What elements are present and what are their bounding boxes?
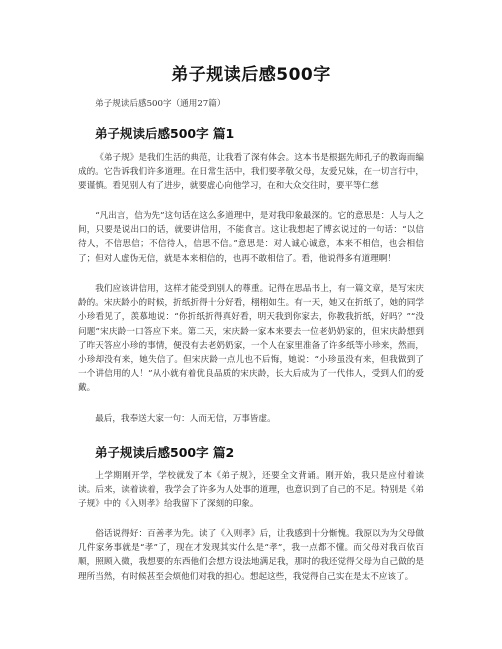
paragraph: 最后，我奉送大家一句：人而无信，万事皆虚。 — [95, 414, 276, 424]
document-title: 弟子规读后感500字 — [171, 65, 331, 85]
paragraph: 我们应该讲信用，这样才能受到别人的尊重。记得在思品书上，有一篇文章，是写宋庆龄的。宋庆龄小的时候，折纸折得十分好看，栩栩如生。有一天，她又在折纸了，她的同学小珍看见了，羡慕地说：“你折纸折得真好看，明天我到你家去，你教我折纸，好吗？”“没问题”宋庆龄一口答应下来。第二天，宋庆龄一家本来要去一位老奶奶家的，但宋庆龄想到了昨天答应小珍的事情，便没有去老奶奶家，一个人在家里准备了许多纸等小珍来，然而，小珍却没有来，她失信了。但宋庆龄一点儿也不后悔，她说：“小珍虽没有来，但我做到了一个讲信用的人！”从小就有着优良品质的宋庆龄，长大后成为了一代伟人，受到人们的爱戴。 — [78, 284, 424, 394]
paragraph: “凡出言，信为先”这句话在这么多道理中，是对我印象最深的。它的意思是：人与人之间，只要是说出口的话，就要讲信用，不能食言。这让我想起了博玄说过的一句话：“以信待人，不信思信；不信待人，信思不信。”意思是：对人诚心诚意，本来不相信，也会相信了；但对人虚伪无信，就是本来相信的，也再不敢相信了。看，他说得多有道理啊！ — [78, 211, 424, 264]
paragraph: 俗话说得好：百善孝为先。读了《入则孝》后，让我感到十分惭愧。我原以为为父母做几件家务事就是“孝”了，现在才发现其实什么是“孝”，我一点都不懂。而父母对我百依百顺，照顾入微，我想要的东西他们会想方设法地满足我，那时的我还觉得父母为自己做的是理所当然，有时候甚至会烦他们对我的担心。想起这些，我觉得自己实在是太不应该了。 — [78, 529, 424, 582]
paragraph: 《弟子规》是我们生活的典范，让我看了深有体会。这本书是根据先师孔子的教诲而编成的。它告诉我们许多道理。在日常生活中，我们要孝敬父母，友爱兄妹，在一切言行中，要谨慎。看见别人有了进步，就要虚心向他学习，在和大众交往时，要平等仁慈 — [78, 153, 424, 192]
section-heading-1: 弟子规读后感500字 篇1 — [95, 126, 235, 141]
section-heading-2: 弟子规读后感500字 篇2 — [95, 445, 235, 460]
document-subtitle: 弟子规读后感500字（通用27篇） — [95, 99, 226, 109]
paragraph: 上学期刚开学，学校就发了本《弟子规》，还要全文背诵。刚开始，我只是应付着读读。后来，读着读着，我学会了许多为人处事的道理，也意识到了自己的不足。特别是《弟子规》中的《入则孝》给我留下了深刻的印象。 — [78, 471, 424, 510]
